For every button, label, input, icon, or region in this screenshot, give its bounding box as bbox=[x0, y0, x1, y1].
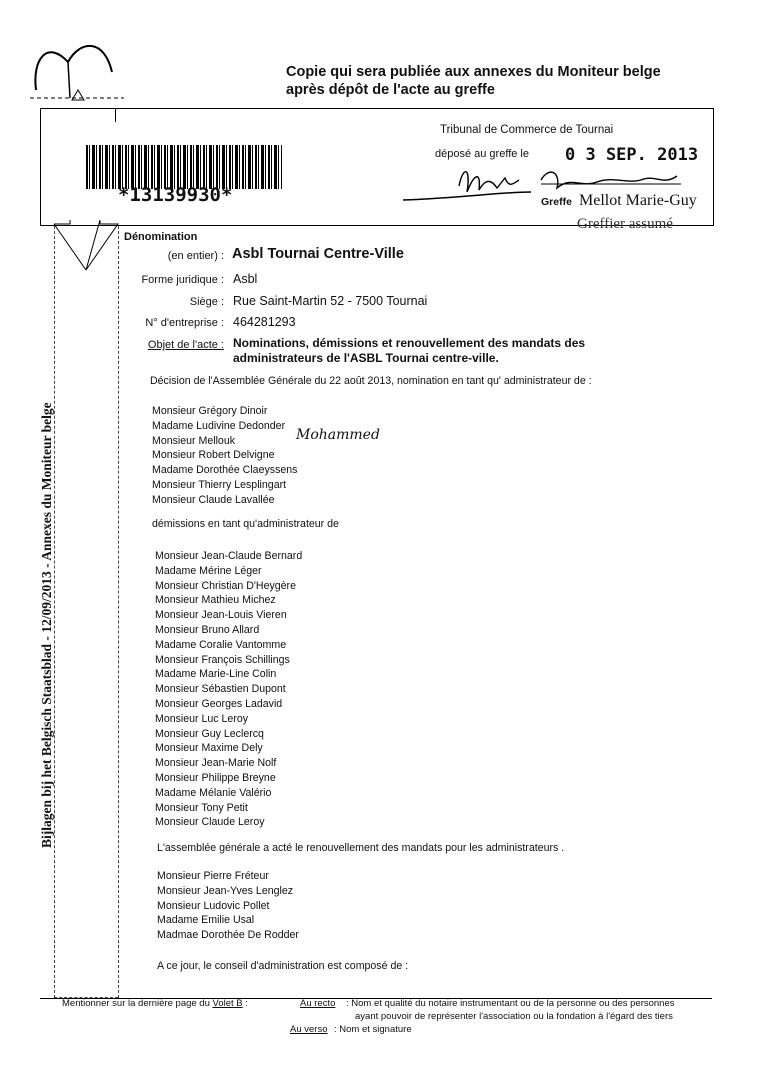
list-item: Monsieur François Schillings bbox=[155, 653, 290, 666]
down-arrow-icon bbox=[52, 220, 120, 276]
list-item: Monsieur Jean-Yves Lenglez bbox=[157, 884, 294, 897]
list-item: Monsieur Jean-Claude Bernard bbox=[155, 550, 303, 562]
denomination-value: Asbl Tournai Centre-Ville bbox=[232, 246, 404, 262]
list-item: Madame Dorothée Claeyssens bbox=[152, 464, 298, 477]
list-item: Monsieur Claude Lavallée bbox=[152, 493, 275, 506]
entreprise-value: 464281293 bbox=[233, 315, 296, 329]
list-item: Monsieur Luc Leroy bbox=[155, 712, 249, 725]
barcode-image bbox=[86, 145, 282, 189]
nominations-list bbox=[152, 404, 297, 508]
list-item: Madmae Dorothée De Rodder bbox=[157, 929, 299, 942]
verso-label: Au verso bbox=[290, 1024, 328, 1035]
footer-mention bbox=[62, 998, 248, 1009]
list-item: Madame Marie-Line Colin bbox=[155, 668, 277, 681]
list-item: Monsieur Mellouk bbox=[152, 434, 236, 447]
siege-label: Siège : bbox=[189, 296, 224, 308]
forme-value: Asbl bbox=[233, 272, 258, 286]
recto-text-2: ayant pouvoir de représenter l'association ou la fondation à l'égard des tiers bbox=[355, 1011, 673, 1022]
list-item: Monsieur Philippe Breyne bbox=[155, 771, 276, 784]
moniteur-logo bbox=[28, 28, 128, 108]
list-item: Monsieur Bruno Allard bbox=[155, 623, 260, 636]
list-item: Monsieur Sébastien Dupont bbox=[155, 683, 286, 696]
recto-text-1: : Nom et qualité du notaire instrumentant ou de la personne ou des personnes bbox=[346, 998, 675, 1009]
list-item: Monsieur Claude Leroy bbox=[155, 816, 265, 829]
decision-text: Décision de l'Assemblée Générale du 22 août 2013, nomination en tant qu' administrateur de : bbox=[150, 375, 592, 387]
stamp-date: 0 3 SEP. 2013 bbox=[565, 145, 699, 165]
verso-text: : Nom et signature bbox=[334, 1024, 412, 1035]
demissions-list bbox=[155, 549, 302, 830]
stamp-deposited: déposé au greffe le bbox=[435, 148, 529, 160]
list-item: Monsieur Georges Ladavid bbox=[155, 697, 283, 710]
sidebar-vertical-text: Bijlagen bij het Belgisch Staatsblad - 12/09/2013 - Annexes du Moniteur belge bbox=[39, 402, 54, 848]
objet-label: Objet de l'acte : bbox=[147, 339, 224, 351]
list-item: Madame Emilie Usal bbox=[157, 914, 255, 927]
list-item: Monsieur Jean-Louis Vieren bbox=[155, 609, 287, 622]
list-item: Monsieur Pierre Fréteur bbox=[157, 870, 269, 882]
mention-colon: : bbox=[245, 998, 248, 1009]
list-item: Madame Ludivine Dedonder bbox=[152, 419, 286, 432]
en-entier-label: (en entier) : bbox=[167, 250, 224, 262]
list-item: Monsieur Robert Delvigne bbox=[152, 449, 275, 462]
list-item: Madame Mérine Léger bbox=[155, 564, 262, 577]
list-item: Madame Coralie Vantomme bbox=[155, 638, 287, 651]
header-line-2: après dépôt de l'acte au greffe bbox=[286, 82, 495, 98]
volet-label: Volet B bbox=[212, 998, 243, 1009]
recto-label: Au recto bbox=[300, 998, 336, 1009]
list-item: Monsieur Guy Leclercq bbox=[155, 727, 264, 740]
renouvellement-title: L'assemblée générale a acté le renouvellement des mandats pour les administrateurs . bbox=[157, 842, 565, 854]
denomination-label: Dénomination bbox=[124, 231, 198, 243]
list-item: Monsieur Tony Petit bbox=[155, 801, 248, 814]
stamp-box bbox=[395, 118, 709, 232]
barcode-number: *13139930* bbox=[118, 184, 233, 206]
stamp-title: Greffier assumé bbox=[577, 216, 673, 232]
mention-text: Mentionner sur la dernière page du bbox=[62, 998, 210, 1009]
box-divider-top bbox=[115, 108, 116, 122]
objet-line-1: Nominations, démissions et renouvellement des mandats des bbox=[233, 336, 586, 350]
handwritten-name: Mohammed bbox=[296, 427, 380, 443]
list-item: Monsieur Mathieu Michez bbox=[155, 594, 276, 607]
siege-value: Rue Saint-Martin 52 - 7500 Tournai bbox=[233, 294, 428, 308]
conseil-text: A ce jour, le conseil d'administration est composé de : bbox=[157, 960, 409, 972]
list-item: Monsieur Maxime Dely bbox=[155, 742, 263, 755]
inner-margin-line bbox=[118, 226, 119, 998]
renouvellements-list bbox=[157, 869, 299, 943]
list-item: Monsieur Christian D'Heygère bbox=[155, 579, 296, 592]
objet-line-2: administrateurs de l'ASBL Tournai centre-ville. bbox=[233, 351, 499, 365]
entreprise-label: N° d'entreprise : bbox=[145, 317, 224, 329]
stamp-greffe: Greffe bbox=[541, 196, 572, 208]
list-item: Monsieur Grégory Dinoir bbox=[152, 405, 268, 417]
demissions-title: démissions en tant qu'administrateur de bbox=[152, 518, 339, 530]
list-item: Monsieur Ludovic Pollet bbox=[157, 899, 270, 912]
stamp-name: Mellot Marie-Guy bbox=[579, 192, 697, 209]
stamp-court: Tribunal de Commerce de Tournai bbox=[440, 124, 614, 136]
forme-label: Forme juridique : bbox=[141, 274, 224, 286]
list-item: Madame Mélanie Valério bbox=[155, 786, 272, 799]
list-item: Monsieur Jean-Marie Nolf bbox=[155, 757, 277, 770]
header-line-1: Copie qui sera publiée aux annexes du Moniteur belge bbox=[286, 64, 661, 80]
list-item: Monsieur Thierry Lesplingart bbox=[152, 478, 287, 491]
